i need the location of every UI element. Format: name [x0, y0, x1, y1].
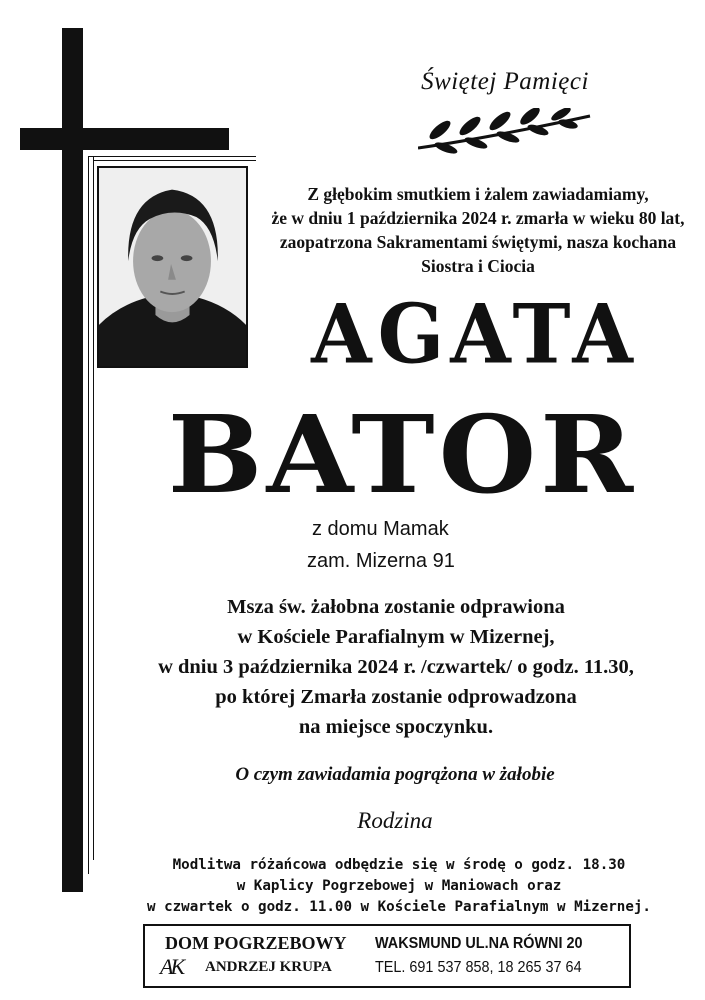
rosary-line: Modlitwa różańcowa odbędzie się w środę o godz. 18.30: [172, 857, 626, 873]
heading: Świętej Pamięci: [421, 68, 589, 95]
cross-icon-vertical: [62, 28, 83, 892]
intro-line: Z głębokim smutkiem i żalem zawiadamiamy,: [307, 184, 649, 204]
funeral-home-logo-icon: AK: [160, 954, 183, 979]
deceased-last-name: BATOR: [167, 393, 638, 518]
rosary-info: [96, 855, 702, 918]
intro-line: zaopatrzona Sakramentami świętymi, nasza kochana: [279, 232, 677, 252]
funeral-home-box: [143, 924, 631, 988]
funeral-home-phone: TEL. 691 537 858, 18 265 37 64: [375, 959, 582, 976]
announcement-intro: [258, 182, 698, 278]
rosary-line: w czwartek o godz. 11.00 w Kościele Parafialnym w Mizernej.: [147, 899, 651, 915]
funeral-home-owner: ANDRZEJ KRUPA: [205, 959, 332, 975]
mass-line: Msza św. żałobna zostanie odprawiona: [227, 596, 565, 618]
cross-outline-line: [93, 160, 256, 161]
rosary-line: w Kaplicy Pogrzebowej w Maniowach oraz: [236, 878, 562, 894]
portrait-photo: [97, 166, 248, 368]
intro-line: Siostra i Ciocia: [421, 256, 535, 276]
mass-info: [90, 592, 702, 742]
mourners-line: O czym zawiadamia pogrążona w żałobie: [235, 764, 555, 785]
laurel-branch-icon: [418, 108, 594, 154]
cross-outline-line: [93, 156, 94, 860]
cross-outline-line: [88, 156, 256, 157]
mass-line: po której Zmarła zostanie odprowadzona: [215, 686, 577, 708]
mass-line: w Kościele Parafialnym w Mizernej,: [237, 626, 555, 648]
cross-icon-horizontal: [20, 128, 229, 150]
mass-line: na miejsce spoczynku.: [298, 716, 494, 738]
family-signature: Rodzina: [357, 808, 433, 833]
mass-line: w dniu 3 października 2024 r. /czwartek/ o godz. 11.30,: [158, 656, 634, 678]
intro-line: że w dniu 1 października 2024 r. zmarła w wieku 80 lat,: [271, 208, 685, 228]
funeral-home-name: DOM POGRZEBOWY: [165, 933, 347, 953]
maiden-name: z domu Mamak: [312, 518, 449, 540]
funeral-home-address: WAKSMUND UL.NA RÓWNI 20: [375, 935, 583, 952]
residence-address: zam. Mizerna 91: [307, 550, 455, 572]
cross-outline-line: [88, 156, 89, 874]
deceased-first-name: AGATA: [311, 286, 639, 383]
